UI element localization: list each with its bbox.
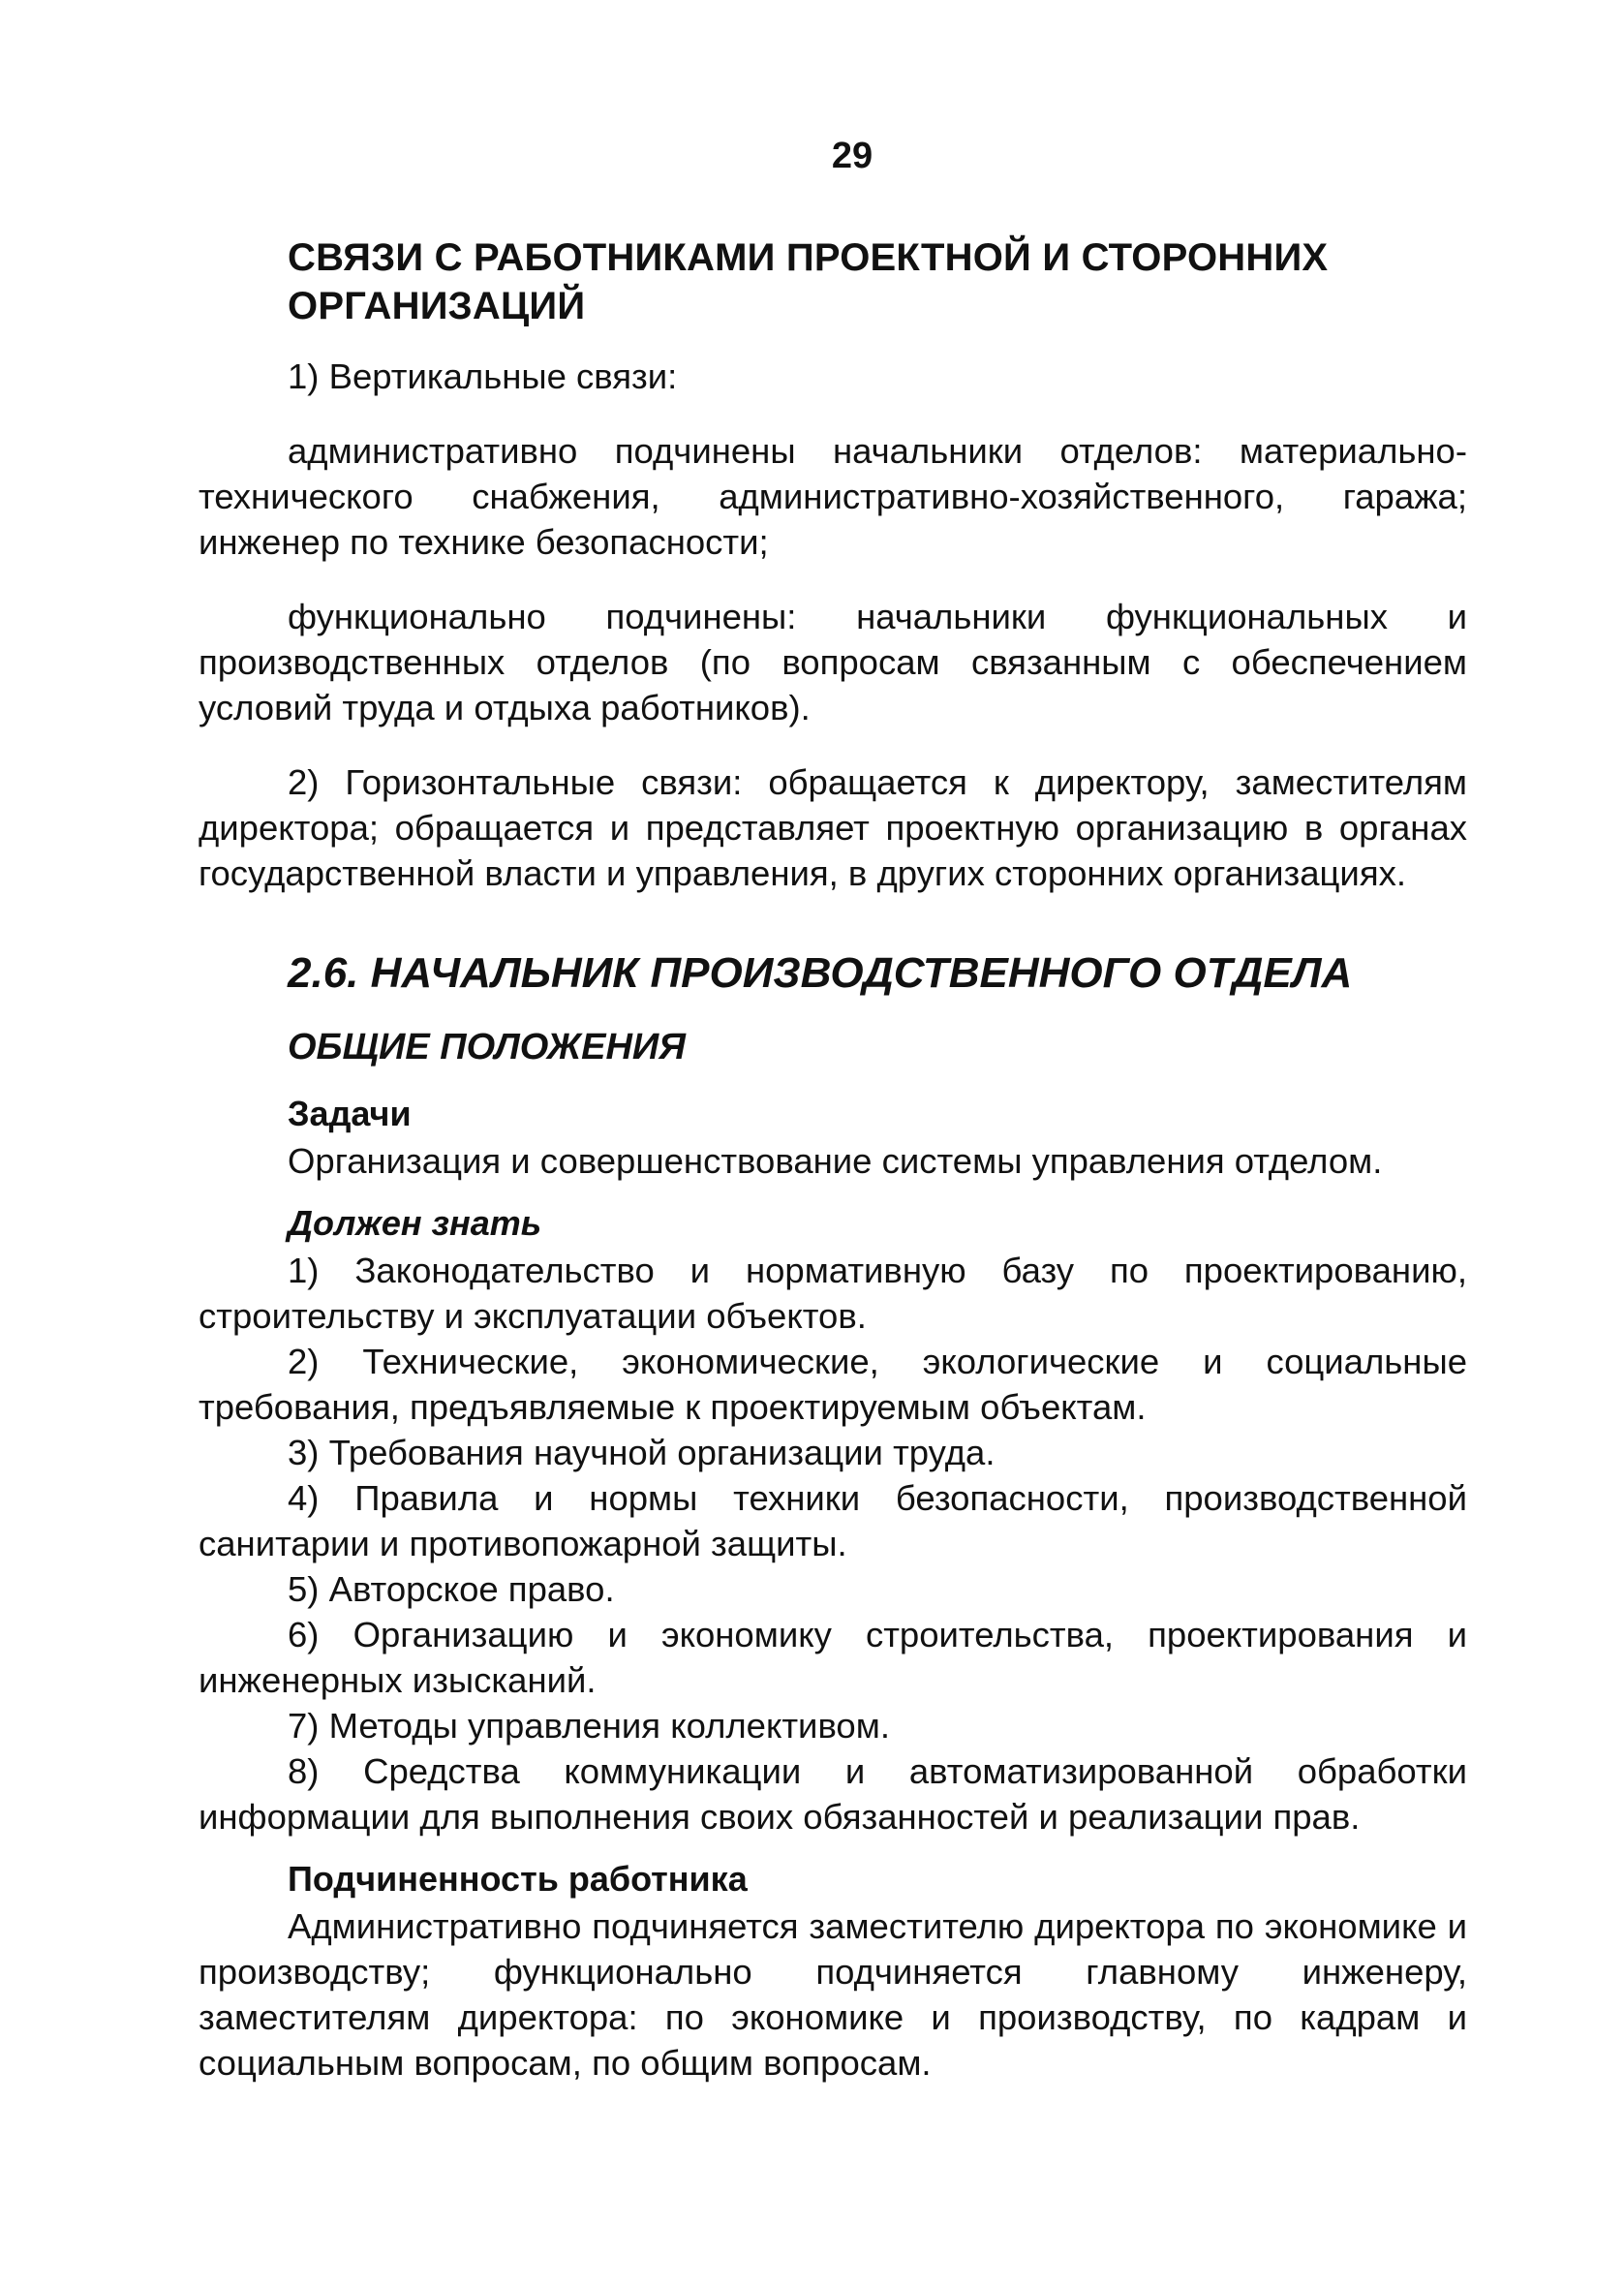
list-item: 6) Организацию и экономику строительства, проектирования и инженерных изысканий. [199,1615,1467,1700]
horizontal-relations-text: 2) Горизонтальные связи: обращается к директору, заместителям директора; обращается и представляет проектную организацию в органах государственной власти и управления, в других сторонних организациях. [199,762,1467,893]
subordination-text: Административно подчиняется заместителю директора по экономике и производству; функционально подчиняется главному инженеру, заместителям директора: по экономике и производству, по кадрам и социальным вопросам, по общим вопросам. [199,1906,1467,2083]
must-know-block [199,1201,1467,1840]
list-item: 1) Законодательство и нормативную базу по проектированию, строительству и эксплуатации объектов. [199,1251,1467,1336]
list-item: 7) Методы управления коллективом. [288,1706,890,1746]
list-item: 3) Требования научной организации труда. [288,1433,996,1472]
heading-relations: СВЯЗИ С РАБОТНИКАМИ ПРОЕКТНОЙ И СТОРОННИХ ОРГАНИЗАЦИЙ [288,236,1329,327]
list-item: 5) Авторское право. [288,1569,615,1609]
list-item: 2) Технические, экономические, экологические и социальные требования, предъявляемые к проектируемым объектам. [199,1342,1467,1427]
section-title: 2.6. НАЧАЛЬНИК ПРОИЗВОДСТВЕННОГО ОТДЕЛА [288,949,1353,997]
document-page [199,136,1467,2103]
vertical-relations-title: 1) Вертикальные связи: [288,356,678,396]
must-know-label: Должен знать [288,1203,542,1243]
tasks-label: Задачи [288,1094,412,1133]
vertical-admin-text: административно подчинены начальники отделов: материально-технического снабжения, административно-хозяйственного, гаража; инженер по технике безопасности; [199,431,1467,562]
list-item: 4) Правила и нормы техники безопасности, производственной санитарии и противопожарной защиты. [199,1478,1467,1563]
list-item: 8) Средства коммуникации и автоматизированной обработки информации для выполнения своих обязанностей и реализации прав. [199,1751,1467,1837]
tasks-text: Организация и совершенствование системы управления отделом. [288,1141,1383,1181]
subordination-block [199,1857,1467,2086]
tasks-block [199,1092,1467,1184]
vertical-func-text: функционально подчинены: начальники функциональных и производственных отделов (по вопросам связанным с обеспечением условий труда и отдыха работников). [199,597,1467,727]
subsection-title: ОБЩИЕ ПОЛОЖЕНИЯ [288,1027,686,1067]
page-number: 29 [831,136,873,176]
subordination-label: Подчиненность работника [288,1859,748,1899]
